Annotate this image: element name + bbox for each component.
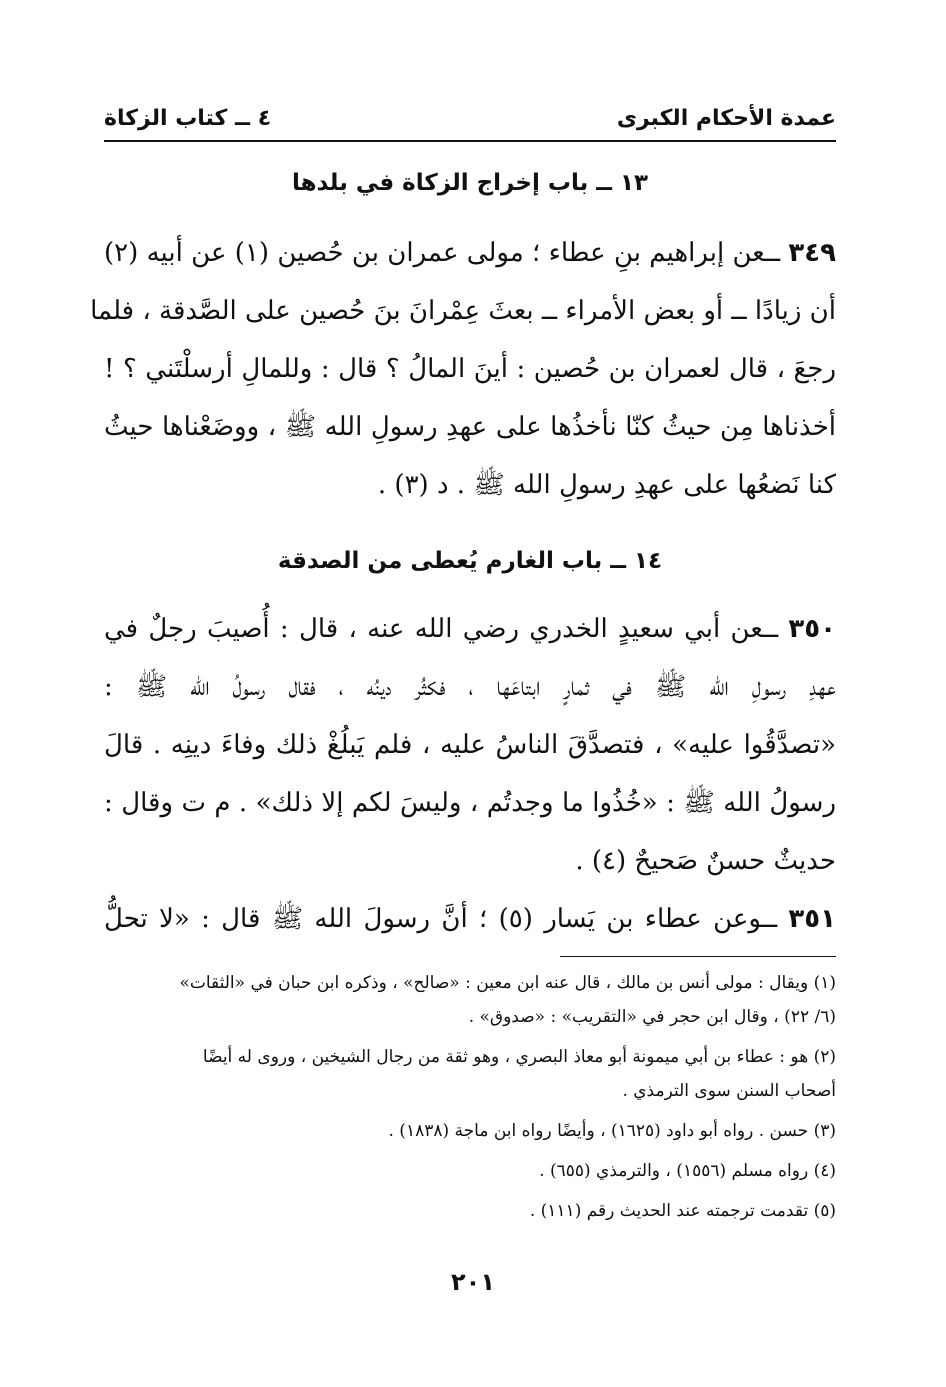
footnote-rule <box>560 956 836 957</box>
footnote-line: (٢) هو : عطاء بن أبي ميمونة أبو معاذ البصري ، وهو ثقة من رجال الشيخين ، وروى له أيضًا <box>202 1047 836 1067</box>
footnote-line: (٦/ ٢٢) ، وقال ابن حجر في «التقريب» : «صدوق» . <box>468 1007 836 1027</box>
chapter-title: ٤ ــ كتاب الزكاة <box>104 105 272 131</box>
hadith-number: ٣٥٠ <box>788 614 836 644</box>
footnote-line: (٥) تقدمت ترجمته عند الحديث رقم (١١١) . <box>529 1201 836 1221</box>
hadith-350-line-3: «تصدَّقُوا عليه» ، فتصدَّقَ الناسُ عليه ، فلم يَبلُغْ ذلك وفاءَ دينِه . قالَ <box>104 730 836 760</box>
hadith-349-line-2: أن زيادًا ــ أو بعض الأمراء ــ بعثَ عِمْرانَ بنَ حُصين على الصَّدقة ، فلما <box>90 296 836 326</box>
book-title: عمدة الأحكام الكبرى <box>616 105 836 131</box>
footnote-line: (١) ويقال : مولى أنس بن مالك ، قال عنه ابن معين : «صالح» ، وذكره ابن حبان في «الثقات» <box>179 973 836 993</box>
hadith-349-line-1: ٣٤٩ ــعن إبراهيم بنِ عطاء ؛ مولى عمران بن حُصين (١) عن أبيه (٢) <box>104 238 837 268</box>
footnote-line: (٣) حسن . رواه أبو داود (١٦٢٥) ، وأيضًا رواه ابن ماجة (١٨٣٨) . <box>388 1121 836 1141</box>
hadith-350-line-4: رسولُ الله ﷺ : «خُذُوا ما وجدتُم ، وليسَ لكم إلا ذلك» . م ت وقال : <box>104 788 836 818</box>
hadith-350-line-5: حديثٌ حسنٌ صَحيحٌ (٤) . <box>575 846 836 876</box>
hadith-349-line-3: رجعَ ، قال لعمران بن حُصين : أينَ المالُ ؟ قال : وللمالِ أرسلْتَني ؟ ! <box>104 354 836 384</box>
section-13-heading: ١٣ ــ باب إخراج الزكاة في بلدها <box>291 170 649 196</box>
footnote-line: أصحاب السنن سوى الترمذي . <box>622 1081 836 1101</box>
footnote-line: (٤) رواه مسلم (١٥٥٦) ، والترمذي (٦٥٥) . <box>539 1161 836 1181</box>
hadith-350-line-1: ٣٥٠ ــعن أبي سعيدٍ الخدري رضي الله عنه ، قال : أُصيبَ رجلٌ في <box>104 614 836 644</box>
hadith-number: ٣٤٩ <box>788 238 837 268</box>
hadith-number: ٣٥١ <box>788 904 836 934</box>
hadith-349-line-4: أخذناها مِن حيثُ كنّا نأخذُها على عهدِ رسولِ الله ﷺ ، ووضَعْناها حيثُ <box>104 412 836 442</box>
header-rule <box>104 140 836 142</box>
section-14-heading: ١٤ ــ باب الغارم يُعطى من الصدقة <box>277 548 663 574</box>
hadith-351-line-1: ٣٥١ ــوعن عطاء بن يَسار (٥) ؛ أنَّ رسولَ الله ﷺ قال : «لا تحلُّ <box>104 904 836 934</box>
hadith-349 <box>90 224 837 514</box>
page-number: ٢٠١ <box>451 1268 495 1296</box>
hadith-350-line-2: عهدِ رسولِ الله ﷺ في ثمارٍ ابتاعَها ، فكثُر دينُه ، فقال رسولُ الله ﷺ : <box>104 672 836 702</box>
hadith-350 <box>104 600 836 948</box>
footnotes <box>104 966 836 1228</box>
hadith-349-line-5: كنا نَضعُها على عهدِ رسولِ الله ﷺ . د (٣) . <box>377 470 836 500</box>
running-header <box>104 100 836 136</box>
